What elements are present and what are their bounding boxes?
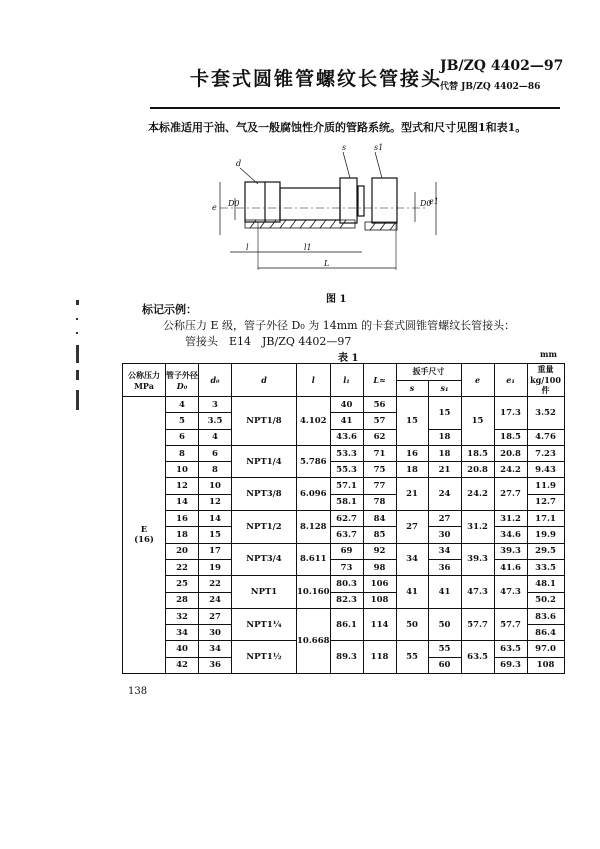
cell-s1: 55	[428, 641, 461, 657]
table-row	[123, 511, 565, 527]
cell-s1: 15	[428, 397, 461, 430]
cell-D0: 32	[166, 608, 199, 624]
cell-l1: 40	[330, 397, 363, 413]
table-row	[123, 478, 565, 494]
cell-L: 75	[363, 462, 396, 478]
dimension-table	[122, 363, 565, 674]
cell-D0: 16	[166, 511, 199, 527]
cell-e: 15	[461, 397, 494, 446]
cell-d0: 3	[199, 397, 232, 413]
cell-D0: 12	[166, 478, 199, 494]
cell-s1: 30	[428, 527, 461, 543]
cell-e1: 34.6	[494, 527, 527, 543]
cell-s: 27	[396, 511, 428, 544]
cell-s: 18	[396, 462, 428, 478]
cell-D0: 18	[166, 527, 199, 543]
cell-d: NPT1/4	[232, 445, 297, 478]
cell-L: 62	[363, 429, 396, 445]
cell-e1: 41.6	[494, 559, 527, 575]
document-title: 卡套式圆锥管螺纹长管接头	[190, 68, 443, 90]
cell-weight: 83.6	[527, 608, 564, 624]
cell-L: 57	[363, 413, 396, 429]
page-number: 138	[128, 686, 148, 697]
cell-weight: 11.9	[527, 478, 564, 494]
cell-l1: 63.7	[330, 527, 363, 543]
table-row	[123, 397, 565, 413]
cell-e1: 27.7	[494, 478, 527, 511]
svg-text:e1: e1	[429, 197, 439, 206]
svg-text:s: s	[342, 143, 347, 152]
cell-d0: 14	[199, 511, 232, 527]
cell-s: 16	[396, 445, 428, 461]
header-d0: d₀	[199, 364, 232, 397]
cell-e: 31.2	[461, 511, 494, 544]
header-l1: l₁	[330, 364, 363, 397]
cell-d0: 12	[199, 494, 232, 510]
cell-e: 20.8	[461, 462, 494, 478]
cell-weight: 12.7	[527, 494, 564, 510]
cell-D0: 10	[166, 462, 199, 478]
cell-d0: 4	[199, 429, 232, 445]
cell-l: 10.668	[297, 608, 331, 673]
cell-L: 92	[363, 543, 396, 559]
cell-s1: 18	[428, 429, 461, 445]
cell-s: 34	[396, 543, 428, 576]
cell-d: NPT1	[232, 576, 297, 609]
cell-L: 71	[363, 445, 396, 461]
cell-L: 84	[363, 511, 396, 527]
table-row	[123, 429, 565, 445]
header-e1: e₁	[494, 364, 527, 397]
cell-e: 24.2	[461, 478, 494, 511]
table-row	[123, 445, 565, 461]
cell-d: NPT1/8	[232, 397, 297, 446]
cell-e: 39.3	[461, 543, 494, 576]
cell-e: 63.5	[461, 641, 494, 674]
cell-l: 8.128	[297, 511, 331, 544]
cell-weight: 7.23	[527, 445, 564, 461]
cell-s1: 50	[428, 608, 461, 641]
cell-l1: 43.6	[330, 429, 363, 445]
cell-e1: 24.2	[494, 462, 527, 478]
cell-l: 4.102	[297, 397, 331, 446]
cell-D0: 34	[166, 625, 199, 641]
cell-d: NPT1½	[232, 641, 297, 674]
cell-e1: 20.8	[494, 445, 527, 461]
cell-d: NPT3/4	[232, 543, 297, 576]
svg-text:s1: s1	[374, 143, 384, 152]
cell-L: 98	[363, 559, 396, 575]
example-heading: 标记示例：	[142, 303, 197, 316]
cell-e1: 18.5	[494, 429, 527, 445]
example-description: 公称压力 E 级，管子外径 D₀ 为 14mm 的卡套式圆锥管螺纹长管接头：	[163, 319, 516, 332]
cell-e1: 31.2	[494, 511, 527, 527]
cell-weight: 48.1	[527, 576, 564, 592]
cell-L: 56	[363, 397, 396, 413]
header-l: l	[297, 364, 331, 397]
cell-D0: 22	[166, 559, 199, 575]
header-pressure: 公称压力 MPa	[123, 364, 166, 397]
header-d: d	[232, 364, 297, 397]
cell-l1: 58.1	[330, 494, 363, 510]
header-s: s	[396, 380, 428, 397]
cell-s1: 21	[428, 462, 461, 478]
header-tube-od: 管子外径 D₀	[166, 364, 199, 397]
cell-weight: 29.5	[527, 543, 564, 559]
cell-s1: 36	[428, 559, 461, 575]
table-caption: 表 1	[338, 353, 359, 364]
cell-D0: 4	[166, 397, 199, 413]
figure-caption: 图 1	[326, 294, 347, 305]
cell-l1: 73	[330, 559, 363, 575]
table-row	[123, 527, 565, 543]
table-unit: mm	[540, 349, 557, 359]
svg-text:d: d	[236, 159, 242, 168]
cell-l1: 80.3	[330, 576, 363, 592]
cell-D0: 5	[166, 413, 199, 429]
cell-D0: 6	[166, 429, 199, 445]
cell-D0: 20	[166, 543, 199, 559]
cell-l1: 86.1	[330, 608, 363, 641]
cell-D0: 40	[166, 641, 199, 657]
table-row	[123, 559, 565, 575]
cell-weight: 33.5	[527, 559, 564, 575]
cell-d0: 22	[199, 576, 232, 592]
cell-L: 108	[363, 592, 396, 608]
cell-e1: 57.7	[494, 608, 527, 641]
cell-l1: 57.1	[330, 478, 363, 494]
cell-l1: 69	[330, 543, 363, 559]
cell-weight: 4.76	[527, 429, 564, 445]
header-e: e	[461, 364, 494, 397]
cell-s1: 24	[428, 478, 461, 511]
cell-s1: 60	[428, 657, 461, 673]
cell-l: 6.096	[297, 478, 331, 511]
cell-D0: 14	[166, 494, 199, 510]
cell-e: 18.5	[461, 445, 494, 461]
cell-weight: 86.4	[527, 625, 564, 641]
cell-l: 10.160	[297, 576, 331, 609]
cell-e: 47.3	[461, 576, 494, 609]
cell-d0: 19	[199, 559, 232, 575]
cell-l1: 53.3	[330, 445, 363, 461]
standard-number: JB/ZQ 4402—97	[440, 58, 564, 74]
cell-l: 8.611	[297, 543, 331, 576]
table-row	[123, 576, 565, 592]
svg-text:l: l	[246, 243, 249, 252]
cell-s1: 27	[428, 511, 461, 527]
svg-text:D0: D0	[420, 199, 432, 208]
cell-d: NPT1¼	[232, 608, 297, 641]
table-row	[123, 462, 565, 478]
cell-weight: 50.2	[527, 592, 564, 608]
binding-margin-marks	[72, 300, 82, 420]
cell-weight: 9.43	[527, 462, 564, 478]
cell-D0: 42	[166, 657, 199, 673]
cell-d0: 10	[199, 478, 232, 494]
cell-e1: 17.3	[494, 397, 527, 430]
cell-d0: 6	[199, 445, 232, 461]
header-weight: 重量 kg/100 件	[527, 364, 564, 397]
svg-text:L: L	[324, 259, 330, 268]
cell-l1: 89.3	[330, 641, 363, 674]
cell-L: 118	[363, 641, 396, 674]
cell-L: 106	[363, 576, 396, 592]
cell-D0: 8	[166, 445, 199, 461]
cell-d0: 3.5	[199, 413, 232, 429]
cell-weight: 19.9	[527, 527, 564, 543]
cell-L: 85	[363, 527, 396, 543]
fitting-drawing	[200, 140, 440, 290]
cell-s: 55	[396, 641, 428, 674]
cell-s: 21	[396, 478, 428, 511]
table-row	[123, 543, 565, 559]
pressure-class-cell: E (16)	[123, 397, 166, 674]
cell-d0: 30	[199, 625, 232, 641]
svg-text:l1: l1	[304, 243, 312, 252]
header-L: L≈	[363, 364, 396, 397]
cell-d0: 27	[199, 608, 232, 624]
cell-s1: 41	[428, 576, 461, 609]
cell-l1: 41	[330, 413, 363, 429]
cell-e1: 47.3	[494, 576, 527, 609]
cell-e1: 39.3	[494, 543, 527, 559]
table-row	[123, 608, 565, 624]
cell-e: 57.7	[461, 608, 494, 641]
cell-s: 15	[396, 397, 428, 446]
cell-s: 50	[396, 608, 428, 641]
cell-L: 78	[363, 494, 396, 510]
cell-D0: 25	[166, 576, 199, 592]
cell-l: 5.786	[297, 445, 331, 478]
cell-d0: 15	[199, 527, 232, 543]
cell-e1: 63.5	[494, 641, 527, 657]
cell-s1: 34	[428, 543, 461, 559]
cell-weight: 97.0	[527, 641, 564, 657]
cell-L: 77	[363, 478, 396, 494]
replaces-standard: 代替 JB/ZQ 4402—86	[440, 82, 541, 92]
cell-d: NPT3/8	[232, 478, 297, 511]
cell-d0: 17	[199, 543, 232, 559]
header-rule	[150, 107, 560, 109]
cell-d0: 34	[199, 641, 232, 657]
example-designation: 管接头 E14 JB/ZQ 4402—97	[185, 335, 352, 348]
scope-text: 本标准适用于油、气及一般腐蚀性介质的管路系统。型式和尺寸见图1和表1。	[148, 121, 527, 134]
cell-d: NPT1/2	[232, 511, 297, 544]
cell-weight: 108	[527, 657, 564, 673]
cell-e1: 69.3	[494, 657, 527, 673]
cell-s: 41	[396, 576, 428, 609]
cell-d0: 8	[199, 462, 232, 478]
cell-D0: 28	[166, 592, 199, 608]
cell-d0: 24	[199, 592, 232, 608]
cell-weight: 3.52	[527, 397, 564, 430]
table-header-row	[123, 364, 565, 381]
cell-s1: 18	[428, 445, 461, 461]
header-wrench-size: 扳手尺寸	[396, 364, 461, 381]
header-s1: s₁	[428, 380, 461, 397]
svg-text:D0: D0	[228, 199, 240, 208]
cell-l1: 82.3	[330, 592, 363, 608]
cell-l1: 55.3	[330, 462, 363, 478]
cell-L: 114	[363, 608, 396, 641]
table-row	[123, 641, 565, 657]
cell-weight: 17.1	[527, 511, 564, 527]
svg-text:e: e	[212, 203, 217, 212]
cell-l1: 62.7	[330, 511, 363, 527]
cell-d0: 36	[199, 657, 232, 673]
